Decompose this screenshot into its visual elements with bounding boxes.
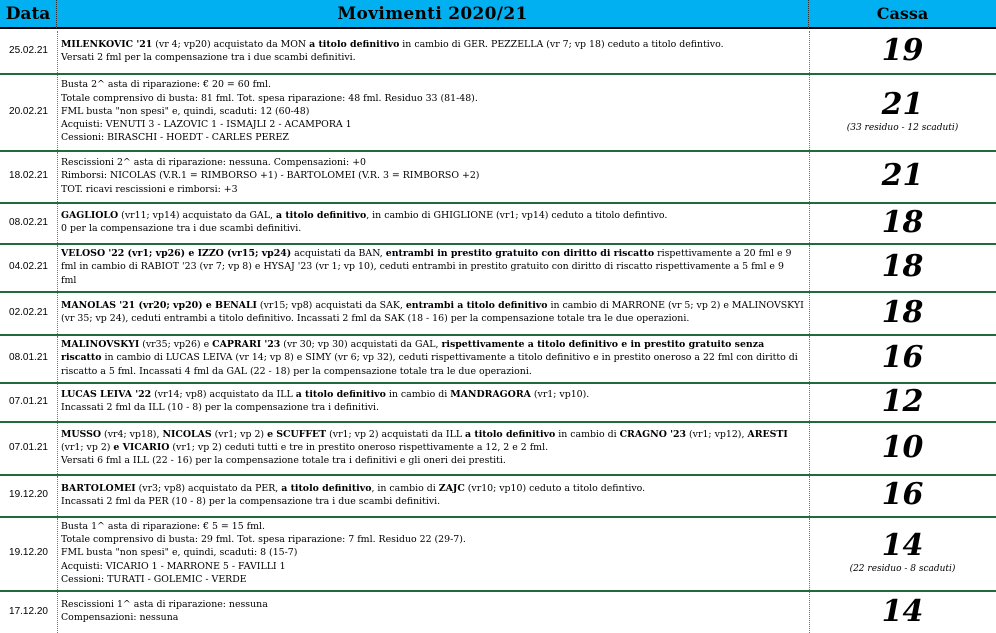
description-line <box>61 441 809 454</box>
description-line <box>61 78 809 91</box>
text: acquistati da BAN, <box>291 248 386 260</box>
bold-text: MANDRAGORA <box>450 389 531 401</box>
row-description <box>61 598 809 625</box>
description-line <box>61 209 809 222</box>
column-divider <box>57 31 58 73</box>
cassa-cell <box>809 251 996 283</box>
column-header-cassa: Cassa <box>809 0 996 29</box>
bold-text: ZAJC <box>438 482 465 494</box>
row-divider <box>0 474 996 476</box>
row-description <box>61 482 809 509</box>
text: Incassati 2 fml da PER (10 - 8) per la compensazione tra i due scambi definitivi. <box>61 495 441 507</box>
cassa-note: (33 residuo - 12 scaduti) <box>846 122 959 133</box>
description-line <box>61 92 809 105</box>
cassa-cell <box>809 530 996 574</box>
text: (vr4; vp18), <box>101 428 163 440</box>
description-line <box>61 365 809 378</box>
cassa-cell <box>809 35 996 67</box>
text: in cambio di LUCAS LEIVA (vr 14; vp 8) e SIMY (vr 6; vp 32), ceduti rispettivamente a titolo definitivo e in prestito oneroso a 22 fml con diritto di <box>101 352 798 364</box>
text: TOT. ricavi rescissioni e rimborsi: +3 <box>61 183 238 195</box>
text: riscatto a 5 fml. Incassati 4 fml da GAL (22 - 18) per la compensazione totale tra le due operazioni. <box>61 365 532 377</box>
bold-text: a titolo definitivo <box>295 389 386 401</box>
text: in cambio di GER. PEZZELLA (vr 7; vp 18) ceduto a titolo defintivo. <box>399 38 724 50</box>
text: Rescissioni 2^ asta di riparazione: nessuna. Compensazioni: +0 <box>61 157 367 169</box>
row-date: 25.02.21 <box>9 45 48 56</box>
cassa-cell <box>809 86 996 133</box>
row-description <box>61 78 809 144</box>
cassa-value: 16 <box>881 340 924 375</box>
cassa-cell <box>809 342 996 374</box>
text: (vr 30; vp 30) acquistati da GAL, <box>280 339 442 351</box>
row-description <box>61 209 809 236</box>
table-row <box>0 421 996 474</box>
cassa-value: 18 <box>881 249 924 284</box>
row-divider <box>0 334 996 336</box>
cassa-cell <box>809 593 996 629</box>
column-divider <box>57 476 58 516</box>
bold-text: rispettivamente a titolo definitivo e in prestito gratuito senza <box>441 339 765 351</box>
column-header-movimenti: Movimenti 2020/21 <box>57 0 809 29</box>
cassa-cell <box>809 204 996 240</box>
column-divider <box>57 518 58 590</box>
text: rispettivamente a 20 fml e 9 <box>654 248 792 260</box>
cassa-value: 18 <box>881 294 924 330</box>
description-line <box>61 260 809 273</box>
table-row <box>0 516 996 590</box>
row-description <box>61 247 809 287</box>
text: in cambio di <box>555 428 620 440</box>
row-date: 19.12.20 <box>9 547 48 558</box>
row-divider <box>0 73 996 75</box>
row-description <box>61 299 809 326</box>
cassa-note: (22 residuo - 8 scaduti) <box>849 564 956 574</box>
cassa-value: 21 <box>881 86 924 122</box>
description-line <box>61 520 809 533</box>
table-row <box>0 334 996 382</box>
description-line <box>61 169 809 182</box>
row-divider <box>0 150 996 152</box>
text: (vr1; vp 2) <box>61 441 114 453</box>
text: (vr 4; vp20) acquistato da MON <box>152 38 310 50</box>
text: Cessioni: TURATI - GOLEMIC - VERDE <box>61 573 247 585</box>
bold-text: MANOLAS '21 (vr20; vp20) e BENALI <box>61 300 257 312</box>
description-line <box>61 533 809 546</box>
bold-text: e VICARIO <box>113 441 170 453</box>
text: Busta 2^ asta di riparazione: € 20 = 60 fml. <box>61 79 271 91</box>
bold-text: entrambi in prestito gratuito con diritto di riscatto <box>385 248 655 260</box>
text: Rescissioni 1^ asta di riparazione: nessuna <box>61 599 268 611</box>
description-line <box>61 454 809 467</box>
row-date: 07.01.21 <box>9 441 48 453</box>
cassa-cell <box>809 294 996 330</box>
text: (vr10; vp10) ceduto a titolo defintivo. <box>464 482 646 494</box>
column-divider <box>57 592 58 633</box>
table-row <box>0 150 996 202</box>
description-line <box>61 598 809 611</box>
column-divider <box>57 293 58 334</box>
description-line <box>61 611 809 624</box>
bold-text: a titolo definitivo <box>309 38 400 50</box>
text: (vr3; vp8) acquistato da PER, <box>135 482 282 494</box>
text: (vr35; vp26) e <box>139 339 213 351</box>
description-line <box>61 38 809 51</box>
bold-text: MALINOVSKYI <box>61 339 140 351</box>
column-divider <box>57 75 58 150</box>
description-line <box>61 156 809 169</box>
row-divider <box>0 421 996 423</box>
cassa-value: 10 <box>881 429 924 465</box>
description-line <box>61 338 809 351</box>
text: fml in cambio di RABIOT '23 (vr 7; vp 8) e HYSAJ '23 (vr 1; vp 10), ceduti entrambi in prestito gratuito con diritto di riscatto rispettivamente a 5 fml e 9 <box>61 261 784 273</box>
column-divider <box>57 204 58 243</box>
text: Versati 2 fml per la compensazione tra i due scambi definitivi. <box>61 51 356 63</box>
text: (vr14; vp8) acquistato da ILL <box>151 389 296 401</box>
description-line <box>61 560 809 573</box>
bold-text: CAPRARI '23 <box>212 339 281 351</box>
cassa-value: 19 <box>881 33 924 68</box>
bold-text: MUSSO <box>61 428 102 440</box>
row-date: 02.02.21 <box>9 306 48 318</box>
row-description <box>61 338 809 378</box>
text: in cambio di MARRONE (vr 5; vp 2) e MALINOVSKYI <box>547 300 804 312</box>
row-description <box>61 156 809 196</box>
text: , in cambio di <box>371 482 439 494</box>
cassa-cell <box>809 429 996 465</box>
description-line <box>61 247 809 260</box>
text: Versati 6 fml a ILL (22 - 16) per la compensazione totale tra i definitivi e gli oneri dei prestiti. <box>61 455 506 467</box>
table-row <box>0 202 996 243</box>
row-divider <box>0 202 996 204</box>
description-line <box>61 482 809 495</box>
description-line <box>61 312 809 325</box>
bold-text: ARESTI <box>747 428 788 440</box>
row-divider <box>0 590 996 592</box>
description-line <box>61 222 809 235</box>
description-line <box>61 131 809 144</box>
text: Acquisti: VICARIO 1 - MARRONE 5 - FAVILLI 1 <box>61 560 286 572</box>
description-line <box>61 401 809 414</box>
text: FML busta "non spesi" e, quindi, scaduti: 12 (60-48) <box>61 105 310 117</box>
cassa-value: 21 <box>881 158 924 193</box>
bold-text: MILENKOVIC '21 <box>61 38 153 50</box>
table-row <box>0 73 996 150</box>
text: 0 per la compensazione tra i due scambi definitivi. <box>61 223 302 235</box>
description-line <box>61 495 809 508</box>
cassa-cell <box>809 383 996 419</box>
table-row <box>0 29 996 73</box>
row-date: 08.02.21 <box>9 216 48 228</box>
row-date: 17.12.20 <box>9 605 48 617</box>
text: (vr 35; vp 24), ceduti entrambi a titolo definitivo. Incassati 2 fml da SAK (18 - 16) per la compensazione totale tra le due operazioni. <box>61 313 690 325</box>
cassa-value: 14 <box>881 593 924 629</box>
row-description <box>61 38 809 65</box>
row-date: 08.01.21 <box>9 352 48 363</box>
table-row <box>0 243 996 291</box>
bold-text: a titolo definitivo <box>276 210 367 222</box>
row-divider <box>0 382 996 384</box>
bold-text: a titolo definitivo <box>465 428 556 440</box>
row-date: 04.02.21 <box>9 261 48 272</box>
bold-text: a titolo definitivo <box>281 482 372 494</box>
row-description <box>61 520 809 586</box>
column-divider <box>57 423 58 474</box>
cassa-cell <box>809 160 996 192</box>
text: Totale comprensivo di busta: 29 fml. Tot. spesa riparazione: 7 fml. Residuo 22 (29-7). <box>61 534 466 546</box>
cassa-value: 16 <box>881 477 924 512</box>
cassa-value: 14 <box>881 528 924 563</box>
bold-text: NICOLAS <box>162 428 212 440</box>
text: (vr1; vp 2) acquistati da ILL <box>326 428 466 440</box>
text: (vr1; vp 2) ceduti tutti e tre in prestito oneroso rispettivamente a 12, 2 e 2 fml. <box>169 441 549 453</box>
cassa-cell <box>809 479 996 511</box>
column-divider <box>57 336 58 382</box>
column-divider <box>57 245 58 291</box>
bold-text: GAGLIOLO <box>61 210 119 222</box>
description-line <box>61 388 809 401</box>
row-date: 20.02.21 <box>9 105 48 117</box>
column-header-data: Data <box>0 0 57 29</box>
description-line <box>61 118 809 131</box>
row-divider <box>0 516 996 518</box>
cassa-value: 18 <box>881 204 924 240</box>
text: Rimborsi: NICOLAS (V.R.1 = RIMBORSO +1) - BARTOLOMEI (V.R. 3 = RIMBORSO +2) <box>61 170 480 182</box>
bold-text: riscatto <box>61 352 102 364</box>
description-line <box>61 105 809 118</box>
description-line <box>61 573 809 586</box>
row-date: 19.12.20 <box>9 489 48 500</box>
table-row <box>0 382 996 421</box>
text: Acquisti: VENUTI 3 - LAZOVIC 1 - ISMAJLI 2 - ACAMPORA 1 <box>61 119 352 131</box>
description-line <box>61 51 809 64</box>
column-divider <box>57 152 58 202</box>
row-description <box>61 388 809 415</box>
row-divider <box>0 243 996 245</box>
table-row <box>0 474 996 516</box>
description-line <box>61 274 809 287</box>
description-line <box>61 351 809 364</box>
description-line <box>61 299 809 312</box>
bold-text: e SCUFFET <box>267 428 327 440</box>
text: fml <box>61 274 77 286</box>
text: (vr1; vp 2) <box>211 428 268 440</box>
bold-text: BARTOLOMEI <box>61 482 136 494</box>
text: Totale comprensivo di busta: 81 fml. Tot. spesa riparazione: 48 fml. Residuo 33 (81-48). <box>61 92 478 104</box>
text: Compensazioni: nessuna <box>61 612 179 624</box>
bold-text: CRAGNO '23 <box>619 428 687 440</box>
description-line <box>61 546 809 559</box>
text: in cambio di <box>385 389 451 401</box>
text: Cessioni: BIRASCHI - HOEDT - CARLES PEREZ <box>61 132 289 144</box>
bold-text: VELOSO '22 (vr1; vp26) e IZZO (vr15; vp24) <box>61 248 292 260</box>
description-line <box>61 183 809 196</box>
row-description <box>61 428 809 468</box>
row-divider <box>0 291 996 293</box>
row-date: 18.02.21 <box>9 170 48 181</box>
text: , in cambio di GHIGLIONE (vr1; vp14) ceduto a titolo defintivo. <box>366 210 668 222</box>
text: FML busta "non spesi" e, quindi, scaduti: 8 (15-7) <box>61 547 298 559</box>
column-divider <box>57 384 58 421</box>
table-row <box>0 590 996 633</box>
bold-text: LUCAS LEIVA '22 <box>61 389 152 401</box>
text: Incassati 2 fml da ILL (10 - 8) per la compensazione tra i definitivi. <box>61 402 380 414</box>
text: (vr15; vp8) acquistati da SAK, <box>256 300 406 312</box>
text: (vr1; vp10). <box>530 389 590 401</box>
cassa-value: 12 <box>881 383 924 419</box>
description-line <box>61 428 809 441</box>
bold-text: entrambi a titolo definitivo <box>405 300 548 312</box>
text: (vr11; vp14) acquistato da GAL, <box>118 210 277 222</box>
table-row <box>0 291 996 334</box>
row-date: 07.01.21 <box>9 395 48 407</box>
text: Busta 1^ asta di riparazione: € 5 = 15 fml. <box>61 520 266 532</box>
text: (vr1; vp12), <box>686 428 748 440</box>
